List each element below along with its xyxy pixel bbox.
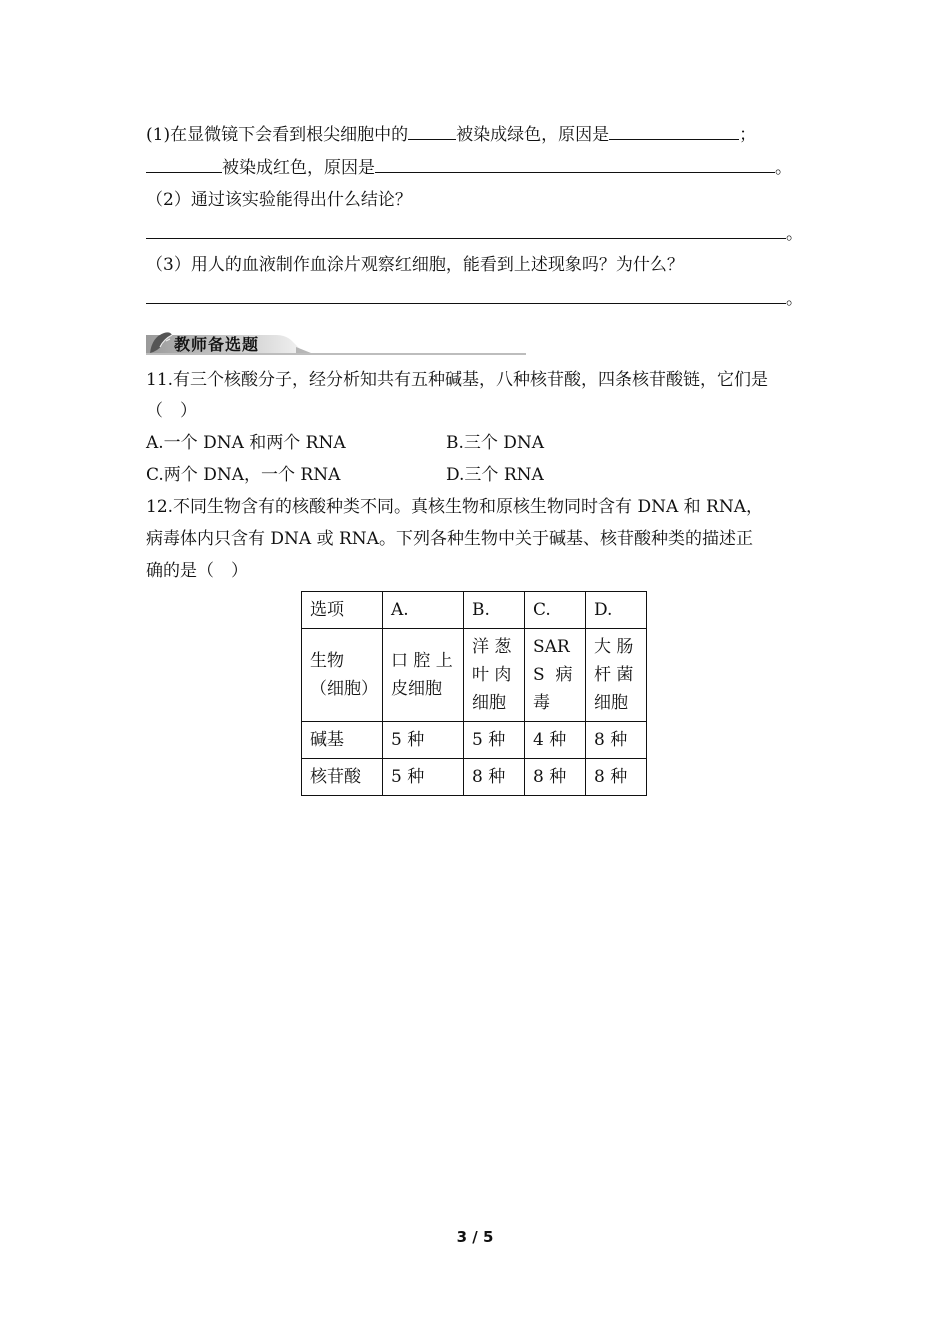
table-cell: 5 种: [383, 722, 464, 759]
table-cell: 8 种: [586, 759, 647, 796]
q10-part1-text-e: 。: [775, 158, 792, 178]
organism-line: 皮细胞: [391, 679, 442, 699]
table-row-bases: [302, 722, 647, 759]
organism-line: 大 肠: [594, 637, 634, 657]
q10-part2-question: （2）通过该实验能得出什么结论？: [146, 190, 412, 210]
table-row-organism: [302, 629, 647, 722]
q10-part1-text-d: 被染成红色，原因是: [222, 158, 375, 178]
organism-line: 杆 菌: [594, 665, 634, 685]
organism-line: 细胞: [594, 693, 628, 713]
table-cell: [525, 629, 586, 722]
table-cell: C.: [525, 592, 586, 629]
teacher-questions-banner: [146, 327, 526, 357]
q10-part1-line2: [146, 156, 792, 179]
q10-part3-question: （3）用人的血液制作血涂片观察红细胞，能看到上述现象吗？为什么？: [146, 255, 684, 275]
table-cell: 5 种: [383, 759, 464, 796]
answer-blank: [146, 287, 786, 304]
table-cell: 8 种: [525, 759, 586, 796]
nucleic-acid-table: [301, 591, 647, 796]
table-cell: D.: [586, 592, 647, 629]
q11-stem: 11.有三个核酸分子，经分析知共有五种碱基，八种核苷酸，四条核苷酸链，它们是: [146, 370, 769, 390]
organism-line: 毒: [533, 693, 550, 713]
table-row-nucleotides: [302, 759, 647, 796]
table-cell: B.: [464, 592, 525, 629]
answer-blank: [146, 156, 222, 173]
q11-option-d: D.三个 RNA: [446, 465, 544, 485]
table-cell: [586, 629, 647, 722]
table-cell: 8 种: [464, 759, 525, 796]
q10-part1-text-a: (1)在显微镜下会看到根尖细胞中的: [146, 125, 409, 145]
table-cell: 8 种: [586, 722, 647, 759]
page-number: 3 / 5: [456, 1228, 494, 1246]
q10-part3-end: 。: [786, 289, 803, 309]
q10-part1-text-b: 被染成绿色，原因是: [456, 125, 610, 145]
table-cell: [383, 629, 464, 722]
table-cell: [464, 629, 525, 722]
answer-blank: [146, 222, 786, 239]
banner-label: 教师备选题: [174, 335, 260, 354]
q10-part3-answer-line: [146, 287, 803, 310]
table-cell: 核苷酸: [302, 759, 383, 796]
q11-answer-paren: （ ）: [146, 401, 197, 421]
q12-line1: 12.不同生物含有的核酸种类不同。真核生物和原核生物同时含有 DNA 和 RNA，: [146, 497, 763, 517]
table-cell: [302, 629, 383, 722]
table-cell: A.: [383, 592, 464, 629]
answer-blank: [375, 156, 775, 173]
organism-line: SAR: [533, 637, 570, 657]
table-header-row: [302, 592, 647, 629]
table-cell: 碱基: [302, 722, 383, 759]
organism-line: 叶 肉: [472, 665, 512, 685]
table-cell: 选项: [302, 592, 383, 629]
organism-line: 洋 葱: [472, 637, 512, 657]
organism-line: 细胞: [472, 693, 506, 713]
q10-part1-line1: [146, 123, 756, 146]
answer-blank: [609, 123, 739, 140]
organism-line: 口 腔 上: [391, 651, 453, 671]
q12-line3: 确的是（ ）: [146, 561, 248, 581]
q10-part2-end: 。: [786, 224, 803, 244]
table-cell: 4 种: [525, 722, 586, 759]
organism-label-line: （细胞）: [310, 679, 378, 699]
q12-line2: 病毒体内只含有 DNA 或 RNA。下列各种生物中关于碱基、核苷酸种类的描述正: [146, 529, 753, 549]
q11-option-c: C.两个 DNA，一个 RNA: [146, 465, 341, 485]
q10-part2-answer-line: [146, 222, 803, 245]
answer-blank: [408, 123, 456, 140]
table-cell: 5 种: [464, 722, 525, 759]
organism-line: S 病: [533, 665, 573, 685]
q11-option-a: A.一个 DNA 和两个 RNA: [146, 433, 346, 453]
q11-option-b: B.三个 DNA: [446, 433, 545, 453]
q10-part1-text-c: ；: [739, 125, 757, 145]
organism-label-line: 生物: [310, 651, 344, 671]
